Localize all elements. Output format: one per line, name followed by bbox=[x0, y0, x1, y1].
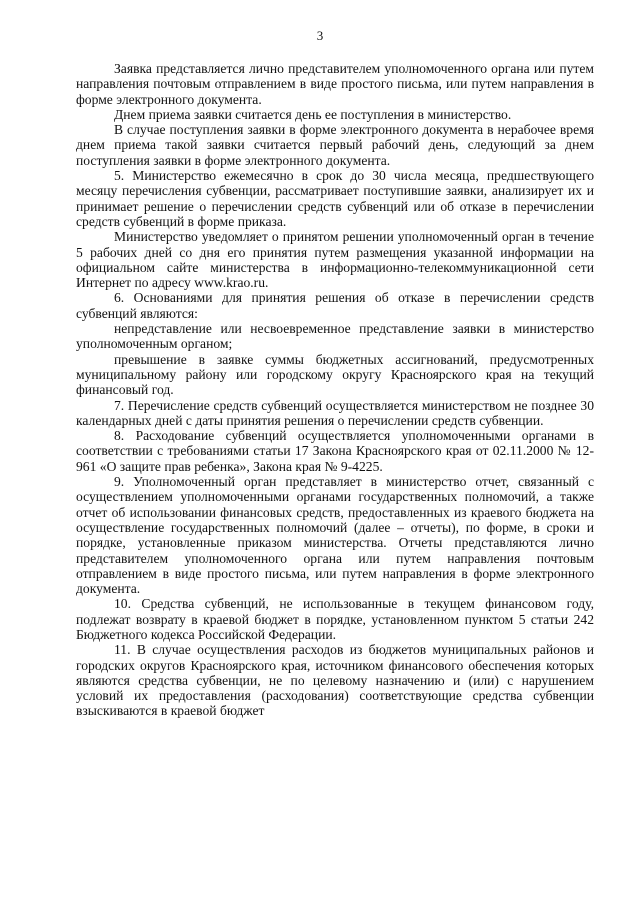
paragraph-item-8: 8. Расходование субвенций осуществляется уполномоченными органами в соответствии с требованиями статьи 17 Закона Красноярского края от 02.11.2000 № 12-961 «О защите прав ребенка», Закона края № 9-4225. bbox=[76, 428, 594, 474]
page-number: 3 bbox=[316, 28, 324, 43]
paragraph-item-5: 5. Министерство ежемесячно в срок до 30 числа месяца, предшествующего месяцу перечисления субвенции, рассматривает поступившие заявки, анализирует их и принимает решение о перечислении средств субвенций или об отказе в перечислении средств субвенций в форме приказа. bbox=[76, 168, 594, 229]
paragraph-notification: Министерство уведомляет о принятом решении уполномоченный орган в течение 5 рабочих дней со дня его принятия путем размещения указанной информации на официальном сайте министерства в информационно-телекоммуникационной сети Интернет по адресу www.krao.ru. bbox=[76, 229, 594, 291]
paragraph-electronic-receipt: В случае поступления заявки в форме электронного документа в нерабочее время днем приема такой заявки считается первый рабочий день, следующий за днем поступления заявки в форме электронного документа. bbox=[76, 122, 594, 168]
paragraph-item-6: 6. Основаниями для принятия решения об отказе в перечислении средств субвенций являются: bbox=[76, 290, 594, 321]
paragraph-item-11: 11. В случае осуществления расходов из бюджетов муниципальных районов и городских округов Красноярского края, источником финансового обеспечения которых являются средства субвенции, не по целевому назначению и (или) с нарушением условий их предоставления (расходования) соответствующие средства субвенции взыскиваются в краевой бюджет bbox=[76, 642, 594, 719]
paragraph-item-7: 7. Перечисление средств субвенций осуществляется министерством не позднее 30 календарных дней с даты принятия решения о перечислении средств субвенции. bbox=[76, 397, 594, 428]
paragraph-refusal-reason-2: превышение в заявке суммы бюджетных ассигнований, предусмотренных муниципальному району или городскому округу Красноярского края на текущий финансовый год. bbox=[76, 351, 594, 398]
paragraph-refusal-reason-1: непредставление или несвоевременное представление заявки в министерство уполномоченным органом; bbox=[76, 321, 594, 352]
paragraph-item-9: 9. Уполномоченный орган представляет в министерство отчет, связанный с осуществлением уполномоченными органами государственных полномочий, а также отчет об использовании финансовых средств, предоставленных из краевого бюджета на осуществление государственных полномочий (далее – отчеты), по форме, в сроки и порядке, установленные приказом министерства. Отчеты представляются лично представителем уполномоченного органа или путем направления почтовым отправлением в виде простого письма, или путем направления в форме электронного документа. bbox=[76, 474, 594, 597]
paragraph-receipt-day: Днем приема заявки считается день ее поступления в министерство. bbox=[114, 106, 512, 122]
paragraph-item-10: 10. Средства субвенций, не использованные в текущем финансовом году, подлежат возврату в краевой бюджет в порядке, установленном пунктом 5 статьи 242 Бюджетного кодекса Российской Федерации. bbox=[76, 596, 594, 642]
paragraph-submission-method: Заявка представляется лично представителем уполномоченного органа или путем направления почтовым отправлением в виде простого письма, или путем направления в форме электронного документа. bbox=[76, 61, 594, 107]
document-body bbox=[76, 61, 594, 719]
